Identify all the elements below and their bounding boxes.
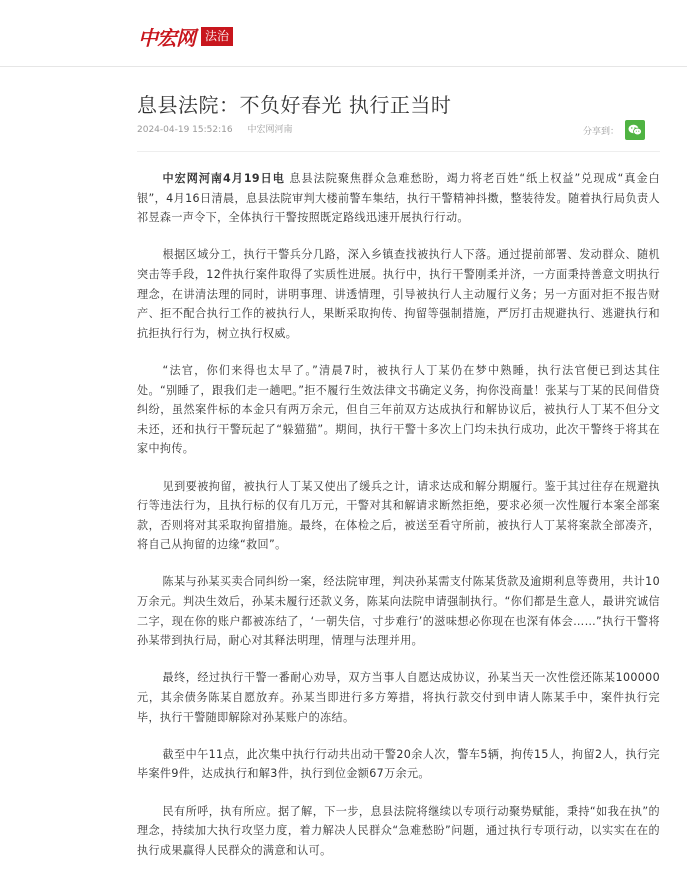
dateline: 中宏网河南4月19日电 xyxy=(162,172,285,185)
site-logo[interactable] xyxy=(138,22,233,51)
paragraph: 截至中午11点，此次集中执行行动共出动干警20余人次，警车5辆，拘传15人，拘留2人，执行完毕案件9件，达成执行和解3件，执行到位金额67万余元。 xyxy=(137,747,660,781)
share-bar xyxy=(583,120,645,140)
article-meta xyxy=(137,122,292,135)
paragraph: “法官，你们来得也太早了。”清晨7时，被执行人丁某仍在梦中熟睡，执行法官便已到达其住处。“别睡了，跟我们走一趟吧。”拒不履行生效法律文书确定义务，拘你没商量！张某与丁某的民间借贷纠纷，虽然案件标的本金只有两万余元，但自三年前双方达成执行和解协议后，被执行人丁某不但分文未还，还和执行干警玩起了“躲猫猫”。期间，执行干警十多次上门均未执行成功，此次干警终于将其在家中拘传。 xyxy=(137,363,660,456)
article-body xyxy=(137,169,660,878)
paragraph-text: 息县法院聚焦群众急难愁盼，竭力将老百姓“纸上权益”兑现成“真金白银”，4月16日清晨，息县法院审判大楼前警车集结，执行干警精神抖擞，整装待发。随着执行局负责人祁昱森一声令下，全体执行干警按照既定路线迅速开展执行行动。 xyxy=(137,172,660,225)
logo-text: 中宏网 xyxy=(138,26,195,50)
paragraph: 民有所呼，执有所应。据了解，下一步，息县法院将继续以专项行动聚势赋能，秉持“如我在执”的理念，持续加大执行攻坚力度，着力解决人民群众“急难愁盼”问题，通过执行专项行动，以实实在在的执行成果赢得人民群众的满意和认可。 xyxy=(137,804,660,857)
paragraph: 根据区域分工，执行干警兵分几路，深入乡镇查找被执行人下落。通过提前部署、发动群众、随机突击等手段，12件执行案件取得了实质性进展。执行中，执行干警刚柔并济，一方面秉持善意文明执行理念，在讲清法理的同时，讲明事理、讲透情理，引导被执行人主动履行义务；另一方面对拒不报告财产、拒不配合执行工作的被执行人，果断采取拘传、拘留等强制措施，严厉打击规避执行、逃避执行和抗拒执行行为，树立执行权威。 xyxy=(137,248,660,340)
share-label: 分享到： xyxy=(582,126,619,137)
paragraph: 最终，经过执行干警一番耐心劝导，双方当事人自愿达成协议，孙某当天一次性偿还陈某100000元，其余债务陈某自愿放弃。孙某当即进行多方筹措，将执行款交付到申请人陈某手中，案件执行完毕，执行干警随即解除对孙某账户的冻结。 xyxy=(137,671,660,724)
section-badge[interactable]: 法治 xyxy=(201,27,233,46)
article-title: 息县法院：不负好春光 执行正当时 xyxy=(137,93,452,117)
paragraph: 陈某与孙某买卖合同纠纷一案，经法院审理，判决孙某需支付陈某货款及逾期利息等费用，共计10万余元。判决生效后，孙某未履行还款义务，陈某向法院申请强制执行。“你们都是生意人，最讲究诚信二字，现在你的账户都被冻结了，‘一朝失信，寸步难行’的滋味想必你现在也深有体会……”执行干警将孙某带到执行局，耐心对其释法明理，情理与法理并用。 xyxy=(137,575,660,648)
publish-date: 2024-04-19 15:52:16 xyxy=(137,125,233,135)
article-source: 中宏网河南 xyxy=(247,125,293,135)
paragraph xyxy=(137,169,660,228)
paragraph: 见到要被拘留，被执行人丁某又使出了缓兵之计，请求达成和解分期履行。鉴于其过往存在规避执行等违法行为，且执行标的仅有几万元，干警对其和解请求断然拒绝，要求必须一次性履行本案全部案款，否则将对其采取拘留措施。最终，在体检之后，被送至看守所前，被执行人丁某将案款全部凑齐，将自己从拘留的边缘“救回”。 xyxy=(137,479,660,552)
header-divider xyxy=(137,151,660,152)
site-header xyxy=(0,0,687,67)
wechat-icon[interactable] xyxy=(625,120,645,140)
